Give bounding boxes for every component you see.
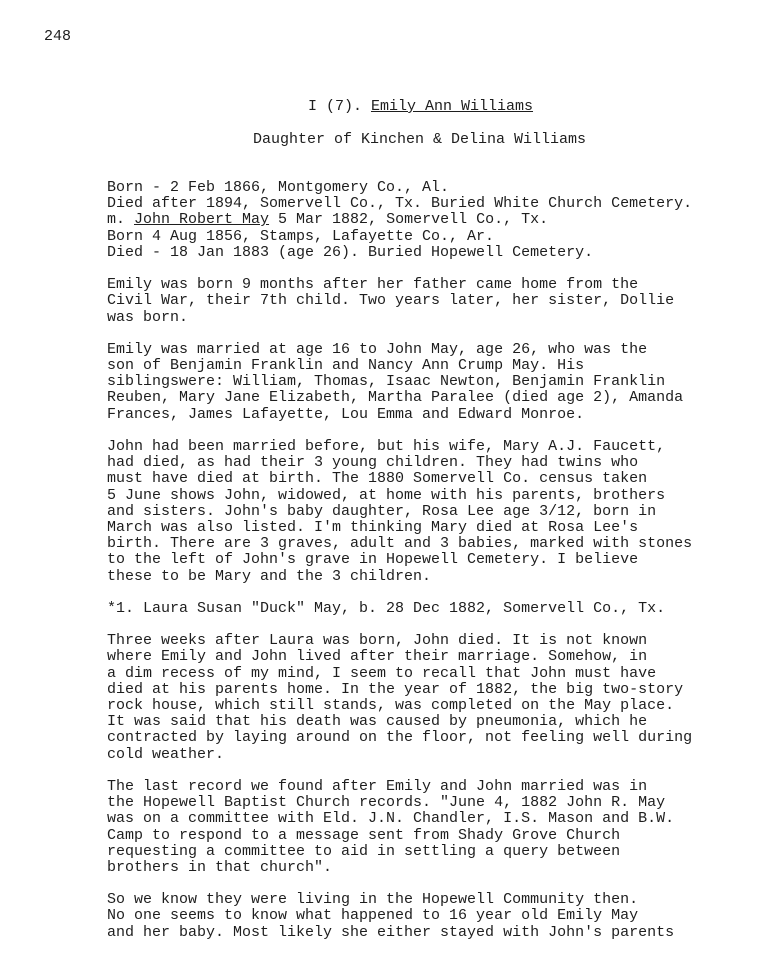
text-line: and her baby. Most likely she either stayed with John's parents (107, 923, 675, 941)
text-line: Emily was married at age 16 to John May, age 26, who was the (107, 340, 648, 358)
text-line: contracted by laying around on the floor, not feeling well during (107, 729, 693, 747)
vital-spouse-died: Died - 18 Jan 1883 (age 26). Buried Hopewell Cemetery. (107, 243, 594, 261)
vital-spouse-born: Born 4 Aug 1856, Stamps, Lafayette Co., Ar. (107, 227, 495, 245)
text-line: a dim recess of my mind, I seem to recall that John must have (107, 664, 657, 682)
paragraph (107, 633, 777, 763)
paragraph (107, 892, 777, 941)
child-entry (107, 601, 777, 617)
text-line: Emily was born 9 months after her father came home from the (107, 276, 639, 294)
text-line: brothers in that church". (107, 858, 333, 876)
married-prefix: m. (107, 211, 135, 229)
title-prefix: I (7). (307, 98, 371, 115)
married-suffix: 5 Mar 1882, Somervell Co., Tx. (269, 211, 549, 229)
text-line: *1. Laura Susan "Duck" May, b. 28 Dec 1882, Somervell Co., Tx. (107, 599, 666, 617)
vital-born: Born - 2 Feb 1866, Montgomery Co., Al. (107, 179, 450, 196)
text-line: had died, as had their 3 young children. They had twins who (107, 454, 639, 472)
text-line: rock house, which still stands, was completed on the May place. (107, 697, 675, 714)
text-line: son of Benjamin Franklin and Nancy Ann Crump May. His (107, 357, 585, 375)
paragraph (107, 439, 777, 585)
text-line: cold weather. (107, 745, 225, 763)
text-line: where Emily and John lived after their marriage. Somehow, in (107, 648, 648, 666)
text-line: was born. (107, 308, 189, 326)
text-line: birth. There are 3 graves, adult and 3 babies, marked with stones (107, 535, 693, 553)
spouse-name: John Robert May (134, 211, 270, 229)
text-line: the Hopewell Baptist Church records. "June 4, 1882 John R. May (107, 794, 666, 812)
page-title (0, 98, 783, 115)
text-line: March was also listed. I'm thinking Mary died at Rosa Lee's (107, 518, 639, 536)
text-line: requesting a committee to aid in settling a query between (107, 842, 621, 860)
title-name: Emily Ann Williams (370, 98, 534, 115)
text-line: Civil War, their 7th child. Two years later, her sister, Dollie (107, 292, 675, 310)
text-line: and sisters. John's baby daughter, Rosa Lee age 3/12, born in (107, 502, 657, 520)
page-number: 248 (44, 28, 72, 45)
paragraph (107, 277, 777, 326)
body-text (107, 180, 777, 941)
text-line: died at his parents home. In the year of 1882, the big two-story (107, 680, 684, 698)
page-subtitle: Daughter of Kinchen & Delina Williams (252, 131, 587, 148)
text-line: Camp to respond to a message sent from Shady Grove Church (107, 826, 621, 844)
text-line: John had been married before, but his wife, Mary A.J. Faucett, (107, 438, 666, 455)
paragraph (107, 342, 777, 423)
text-line: Three weeks after Laura was born, John died. It is not known (107, 632, 648, 650)
text-line: So we know they were living in the Hopewell Community then. (107, 891, 639, 909)
text-line: 5 June shows John, widowed, at home with his parents, brothers (107, 486, 666, 504)
text-line: to the left of John's grave in Hopewell Cemetery. I believe (107, 551, 639, 569)
vital-died: Died after 1894, Somervell Co., Tx. Buried White Church Cemetery. (107, 195, 693, 213)
text-line: siblingswere: William, Thomas, Isaac Newton, Benjamin Franklin (107, 373, 666, 391)
text-line: The last record we found after Emily and John married was in (107, 777, 648, 795)
text-line: No one seems to know what happened to 16 year old Emily May (107, 907, 639, 925)
text-line: It was said that his death was caused by pneumonia, which he (107, 713, 648, 731)
text-line: Frances, James Lafayette, Lou Emma and Edward Monroe. (107, 405, 585, 423)
text-line: Reuben, Mary Jane Elizabeth, Martha Paralee (died age 2), Amanda (107, 389, 684, 407)
text-line: these to be Mary and the 3 children. (107, 567, 432, 585)
text-line: was on a committee with Eld. J.N. Chandler, I.S. Mason and B.W. (107, 810, 675, 828)
vital-married (107, 212, 777, 228)
text-line: must have died at birth. The 1880 Somervell Co. census taken (107, 470, 648, 488)
paragraph (107, 779, 777, 876)
